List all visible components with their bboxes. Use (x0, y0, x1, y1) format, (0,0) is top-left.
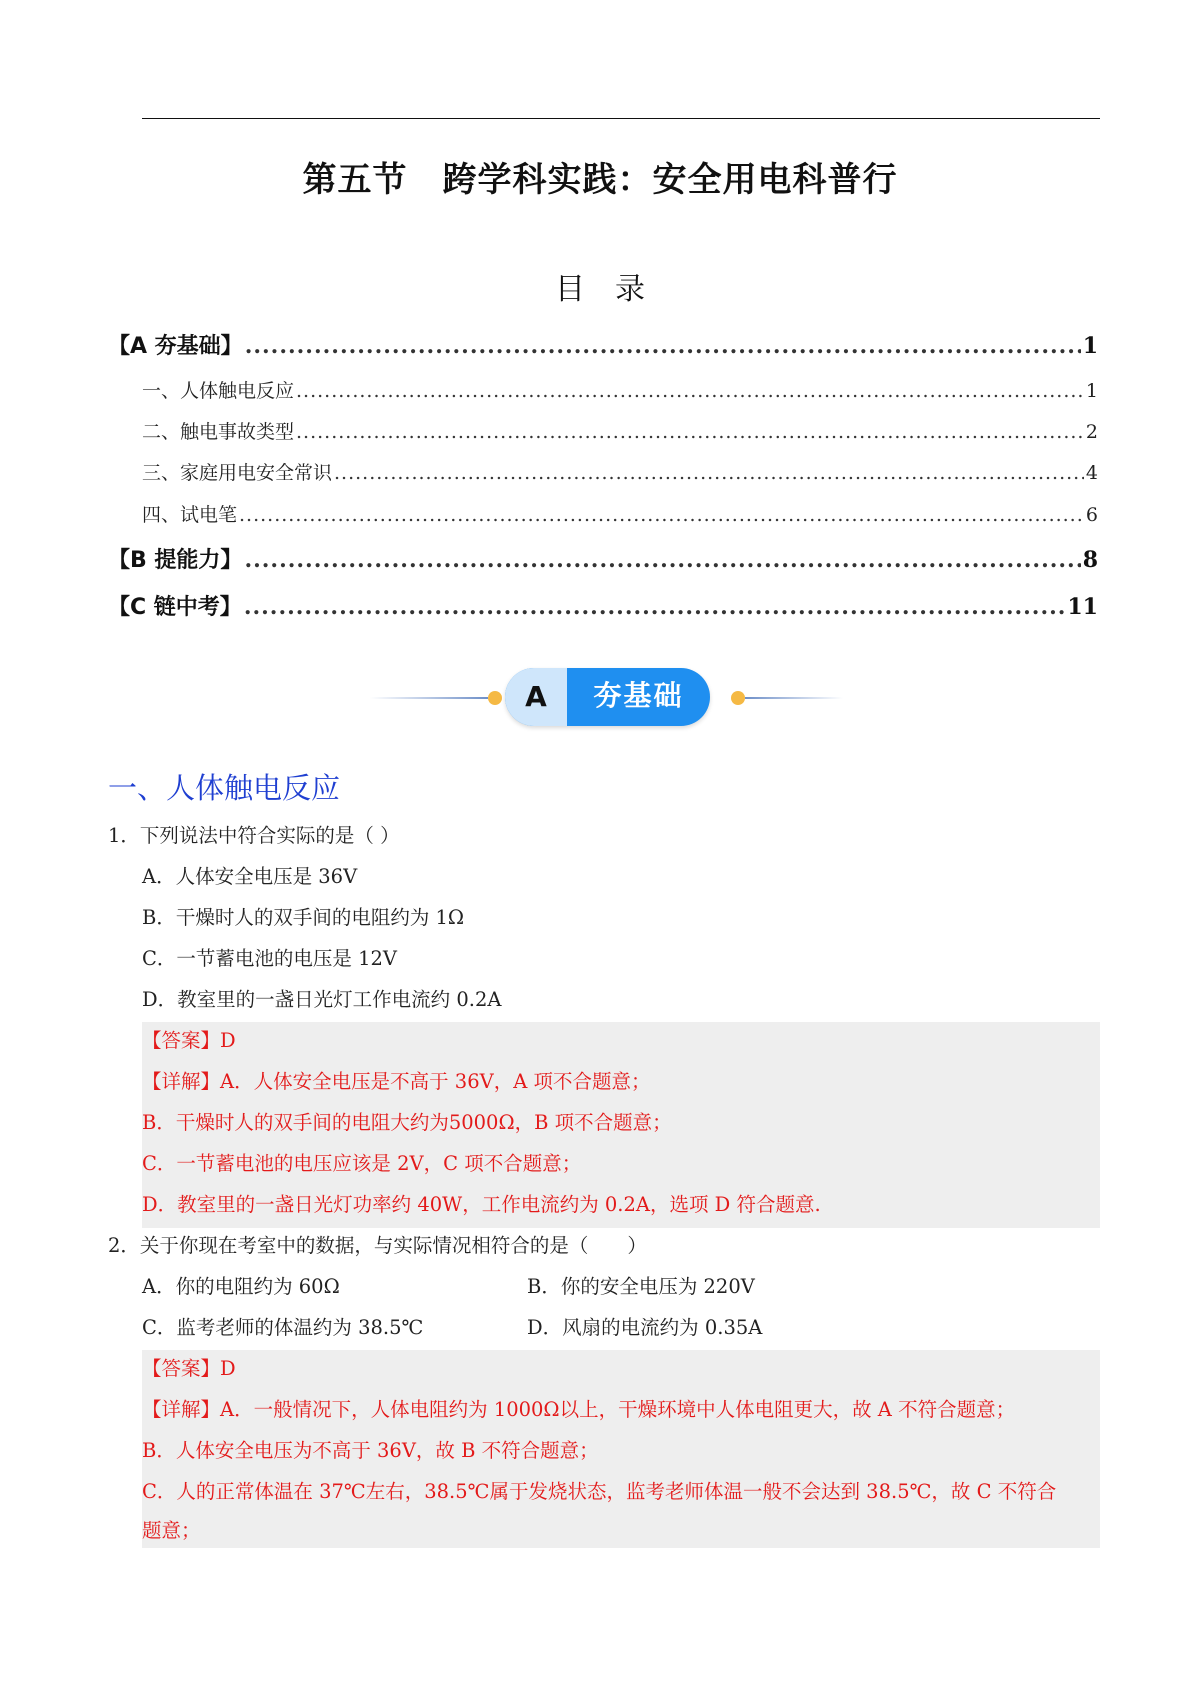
answer-value: D (220, 1357, 236, 1380)
banner-pill (505, 668, 710, 726)
toc-leader-dots (296, 380, 1084, 402)
question-2-detail-c-cont: 题意； (142, 1519, 201, 1542)
answer-value: D (220, 1029, 236, 1052)
toc-leader-dots (245, 333, 1081, 359)
toc-page-number: 11 (1067, 594, 1098, 620)
banner-title: 夯基础 (593, 679, 684, 712)
toc-entry-c[interactable] (108, 590, 1098, 621)
toc-page-number: 1 (1085, 380, 1098, 402)
toc-page-number: 1 (1082, 333, 1098, 359)
toc-entry-2[interactable] (142, 417, 1098, 444)
toc-label: 二、触电事故类型 (142, 421, 295, 443)
banner-line-right (745, 697, 843, 699)
section-title: 一、人体触电反应 (108, 771, 341, 805)
toc-leader-dots (296, 421, 1084, 443)
toc-entry-3[interactable] (142, 458, 1098, 485)
question-1-option-b: B．干燥时人的双手间的电阻约为 1Ω (142, 906, 465, 929)
question-1-detail-a (142, 1069, 650, 1095)
toc-leader-dots (244, 594, 1066, 620)
toc-label: 三、家庭用电安全常识 (142, 462, 333, 484)
question-2-option-c: C．监考老师的体温约为 38.5℃ (142, 1316, 424, 1339)
toc-page-number: 4 (1085, 462, 1098, 484)
toc-leader-dots (334, 462, 1084, 484)
toc-entry-1[interactable] (142, 376, 1098, 403)
question-2-detail-c: C．人的正常体温在 37℃左右，38.5℃属于发烧状态，监考老师体温一般不会达到 38.5℃，故 C 不符合 (142, 1480, 1057, 1503)
question-1-option-c: C．一节蓄电池的电压是 12V (142, 947, 398, 970)
detail-text: A．一般情况下，人体电阻约为 1000Ω以上，干燥环境中人体电阻更大，故 A 不符合题意； (220, 1398, 1016, 1421)
detail-text: A．人体安全电压是不高于 36V，A 项不合题意； (220, 1070, 651, 1093)
question-1-detail-b: B．干燥时人的双手间的电阻大约为5000Ω，B 项不合题意； (142, 1111, 672, 1134)
question-1-option-d: D．教室里的一盏日光灯工作电流约 0.2A (142, 988, 502, 1011)
question-2-option-b: B．你的安全电压为 220V (527, 1275, 755, 1298)
toc-entry-a[interactable] (108, 329, 1098, 360)
question-1-stem: 1．下列说法中符合实际的是（ ） (108, 824, 400, 847)
toc-label: 四、试电笔 (142, 504, 238, 526)
question-2-detail-b: B．人体安全电压为不高于 36V，故 B 不符合题意； (142, 1439, 599, 1462)
toc-label: 【C 链中考】 (108, 595, 242, 620)
question-2-answer (142, 1356, 236, 1382)
toc-label: 【B 提能力】 (108, 548, 243, 573)
answer-tag: 【答案】 (142, 1029, 221, 1052)
question-2-option-a: A．你的电阻约为 60Ω (142, 1275, 340, 1298)
toc-label: 一、人体触电反应 (142, 380, 295, 402)
toc-leader-dots (244, 547, 1080, 573)
question-1-detail-c: C．一节蓄电池的电压应该是 2V，C 项不合题意； (142, 1152, 582, 1175)
document-title: 第五节 跨学科实践：安全用电科普行 (302, 160, 898, 200)
toc-page-number: 2 (1085, 421, 1098, 443)
toc-heading: 目 录 (555, 272, 645, 307)
banner-dot-right (731, 691, 745, 705)
banner-line-left (370, 697, 488, 699)
answer-tag: 【答案】 (142, 1357, 221, 1380)
question-2-stem: 2．关于你现在考室中的数据，与实际情况相符合的是（ ） (108, 1234, 647, 1257)
question-1-detail-d: D．教室里的一盏日光灯功率约 40W，工作电流约为 0.2A，选项 D 符合题意. (142, 1193, 821, 1216)
detail-tag: 【详解】 (142, 1398, 221, 1421)
question-1-option-a: A．人体安全电压是 36V (142, 865, 358, 888)
toc-entry-b[interactable] (108, 543, 1098, 574)
section-banner (350, 664, 860, 732)
question-2-detail-a (142, 1397, 1015, 1423)
toc-page-number: 8 (1082, 547, 1098, 573)
question-2-option-d: D．风扇的电流约为 0.35A (527, 1316, 763, 1339)
toc-leader-dots (239, 504, 1084, 526)
detail-tag: 【详解】 (142, 1070, 221, 1093)
banner-dot-left (488, 691, 502, 705)
toc-entry-4[interactable] (142, 500, 1098, 527)
question-1-answer (142, 1028, 236, 1054)
toc-label: 【A 夯基础】 (108, 334, 243, 359)
toc-page-number: 6 (1085, 504, 1098, 526)
header-rule (142, 118, 1100, 119)
banner-letter: A (505, 668, 567, 726)
